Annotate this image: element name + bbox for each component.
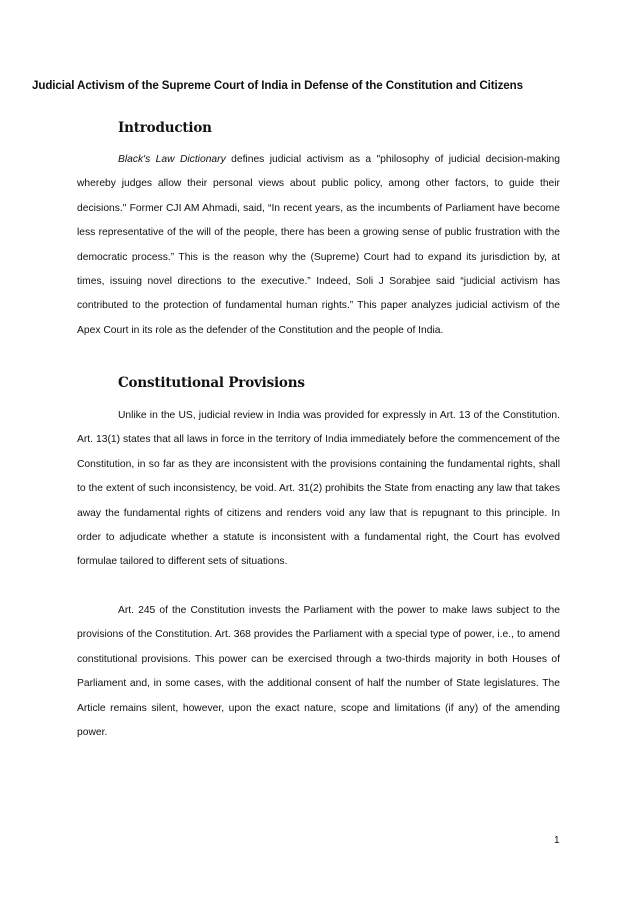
section-heading-introduction: Introduction [118, 120, 212, 136]
introduction-paragraph-text: defines judicial activism as a "philosophy of judicial decision-making whereby judges allow their personal views about public policy, among other factors, to guide their decisions." Former CJI AM Ahmadi, said, “In recent years, as the incumbents of Parliament have become less representative of the will of the people, there has been a growing sense of public frustration with the democratic process.” This is the reason why the (Supreme) Court had to expand its jurisdiction by, at times, issuing novel directions to the executive.” Indeed, Soli J Sorabjee said “judicial activism has contributed to the protection of fundamental human rights.” This paper analyzes judicial activism of the Apex Court in its role as the defender of the Constitution and the people of India. [77, 154, 560, 336]
constitutional-provisions-paragraph-1: Unlike in the US, judicial review in India was provided for expressly in Art. 13 of the Constitution. Art. 13(1) states that all laws in force in the territory of India immediately before the commencement of the Constitution, in so far as they are inconsistent with the provisions containing the fundamental rights, shall to the extent of such inconsistency, be void. Art. 31(2) prohibits the State from enacting any law that takes away the fundamental rights of citizens and renders void any law that is repugnant to this principle. In order to adjudicate whether a statute is inconsistent with a fundamental right, the Court has evolved formulae tailored to different sets of situations. [77, 410, 560, 568]
page-number: 1 [554, 835, 560, 846]
introduction-paragraph [77, 148, 560, 343]
constitutional-provisions-paragraph-2: Art. 245 of the Constitution invests the Parliament with the power to make laws subject to the provisions of the Constitution. Art. 368 provides the Parliament with a special type of power, i.e., to amend constitutional provisions. This power can be exercised through a two-thirds majority in both Houses of Parliament and, in some cases, with the additional consent of half the number of State legislatures. The Article remains silent, however, upon the exact nature, scope and limitations (if any) of the amending power. [77, 605, 560, 739]
section-heading-constitutional-provisions: Constitutional Provisions [118, 375, 305, 391]
blacks-law-dictionary-citation: Black's Law Dictionary [118, 154, 226, 165]
document-title: Judicial Activism of the Supreme Court of India in Defense of the Constitution and Citizens [32, 79, 523, 92]
